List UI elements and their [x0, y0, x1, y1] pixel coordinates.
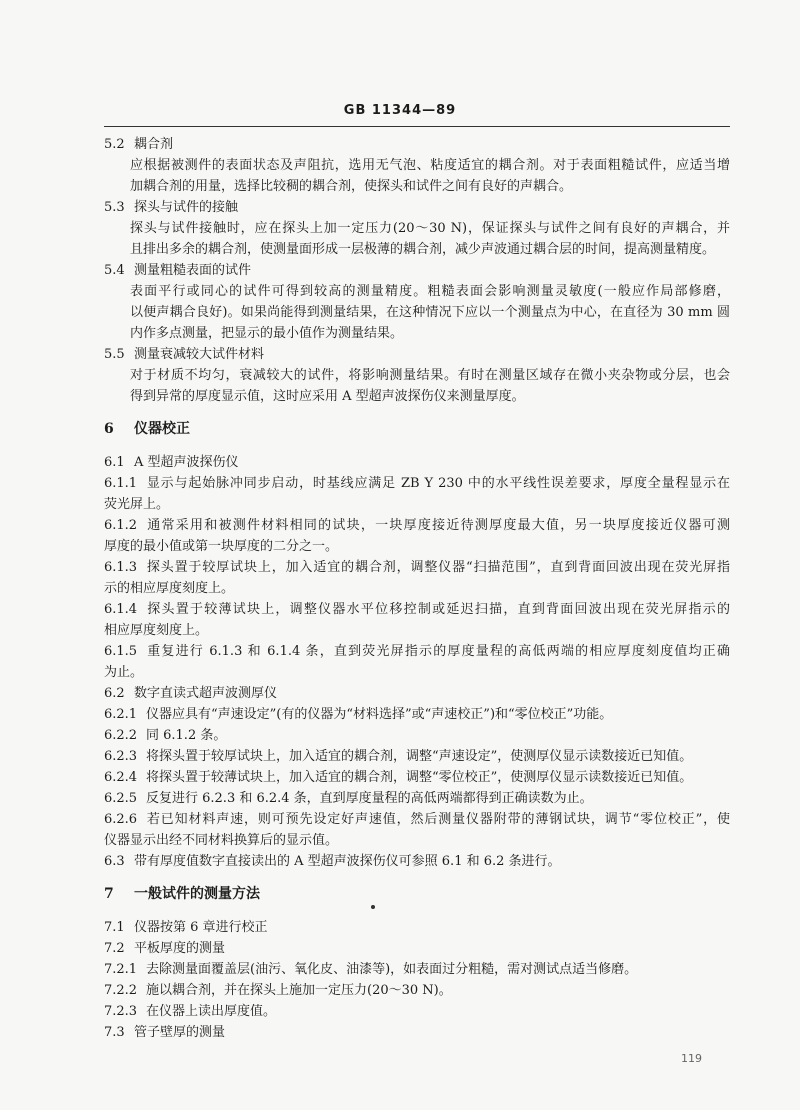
item-number: 6.2.6	[104, 812, 138, 827]
item-text: 重复进行 6.1.3 和 6.1.4 条，直到荧光屏指示的厚度量程的高低两端的相应厚度刻度值均正确	[146, 644, 730, 659]
list-item-continuation	[104, 830, 730, 851]
list-item-continuation	[104, 620, 730, 641]
item-text: 为止。	[104, 665, 144, 680]
chapter-6-heading: 6 仪器校正	[104, 421, 190, 437]
clause-title: 探头与试件的接触	[134, 200, 239, 215]
clause-title: 测量粗糙表面的试件	[134, 263, 252, 278]
item-number: 6.1.3	[104, 560, 138, 575]
item-text: 显示与起始脉冲同步启动，时基线应满足 ZB Y 230 中的水平线性误差要求，厚度全量程显示在	[146, 476, 730, 491]
paragraph-line: 表面平行或同心的试件可得到较高的测量精度。粗糙表面会影响测量灵敏度(一般应作局部修磨，	[130, 284, 730, 299]
item-text: 去除测量面覆盖层(油污、氧化皮、油漆等)，如表面过分粗糙，需对测试点适当修磨。	[146, 962, 638, 977]
standard-number: GB 11344—89	[343, 103, 457, 118]
clause-number: 5.2	[104, 137, 125, 152]
list-item	[104, 746, 730, 767]
list-item-continuation	[104, 536, 730, 557]
item-number: 6.2.4	[104, 770, 138, 785]
header-rule	[104, 126, 730, 127]
item-number: 7.2.3	[104, 1004, 138, 1019]
item-text: 若已知材料声速，则可预先设定好声速值，然后测量仪器附带的薄钢试块，调节“零位校正”，使	[146, 812, 730, 827]
item-text: 施以耦合剂，并在探头上施加一定压力(20～30 N)。	[146, 983, 452, 998]
paragraph-line: 以便声耦合良好)。如果尚能得到测量结果，在这种情况下应以一个测量点为中心，在直径为 30 mm 圆	[130, 305, 730, 320]
item-text: 探头置于较薄试块上，调整仪器水平位移控制或延迟扫描，直到背面回波出现在荧光屏指示的	[146, 602, 730, 617]
list-item-continuation	[104, 662, 730, 683]
paragraph-line: 内作多点测量，把显示的最小值作为测量结果。	[130, 326, 404, 341]
item-text: 相应厚度刻度上。	[104, 623, 209, 638]
list-item-continuation	[104, 578, 730, 599]
clause-6-1-heading: 6.1 A 型超声波探伤仪	[104, 455, 239, 470]
item-text: 将探头置于较厚试块上，加入适宜的耦合剂，调整“声速设定”，使测厚仪显示读数接近已知值。	[146, 749, 693, 764]
item-number: 6.2.5	[104, 791, 138, 806]
paragraph-line: 且排出多余的耦合剂，使测量面形成一层极薄的耦合剂，减少声波通过耦合层的时间，提高测量精度。	[130, 242, 716, 257]
item-number: 6.1.4	[104, 602, 138, 617]
item-text: 探头置于较厚试块上，加入适宜的耦合剂，调整仪器“扫描范围”，直到背面回波出现在荧光屏指	[146, 560, 730, 575]
item-number: 6.1.2	[104, 518, 138, 533]
item-number: 7.2.1	[104, 962, 138, 977]
clause-7-1: 7.1 仪器按第 6 章进行校正	[104, 920, 268, 935]
clause-heading	[104, 344, 730, 365]
clause-6-1-items	[104, 473, 730, 683]
list-item	[104, 599, 730, 620]
clause-title: 耦合剂	[134, 137, 174, 152]
item-text: 同 6.1.2 条。	[146, 728, 227, 743]
chapter-7-heading: 7 一般试件的测量方法	[104, 886, 260, 902]
list-item-continuation	[104, 494, 730, 515]
page-number: 119	[681, 1052, 702, 1065]
list-item	[104, 704, 730, 725]
list-item	[104, 809, 730, 830]
item-number: 6.1.1	[104, 476, 138, 491]
list-item	[104, 788, 730, 809]
item-text: 仪器应具有“声速设定”(有的仪器为“材料选择”或“声速校正”)和“零位校正”功能。	[146, 707, 613, 722]
document-body	[104, 134, 730, 1043]
item-number: 6.2.1	[104, 707, 138, 722]
clause-7-2-heading: 7.2 平板厚度的测量	[104, 941, 226, 956]
item-text: 在仪器上读出厚度值。	[146, 1004, 277, 1019]
clause-number: 5.3	[104, 200, 125, 215]
clause-number: 5.5	[104, 347, 125, 362]
list-item	[104, 473, 730, 494]
list-item	[104, 725, 730, 746]
list-item	[104, 1001, 730, 1022]
item-number: 6.2.3	[104, 749, 138, 764]
clause-heading	[104, 197, 730, 218]
clause-7-3-heading: 7.3 管子壁厚的测量	[104, 1025, 226, 1040]
clause-6-2-heading: 6.2 数字直读式超声波测厚仪	[104, 686, 278, 701]
paragraph-line: 加耦合剂的用量，选择比较稠的耦合剂，使探头和试件之间有良好的声耦合。	[130, 179, 573, 194]
list-item	[104, 515, 730, 536]
clause-heading	[104, 260, 730, 281]
item-text: 示的相应厚度刻度上。	[104, 581, 235, 596]
item-text: 反复进行 6.2.3 和 6.2.4 条，直到厚度量程的高低两端都得到正确读数为止。	[146, 791, 593, 806]
clause-number: 5.4	[104, 263, 125, 278]
item-number: 6.1.5	[104, 644, 138, 659]
clause-title: 测量衰减较大试件材料	[134, 347, 265, 362]
paragraph-line: 探头与试件接触时，应在探头上加一定压力(20～30 N)，保证探头与试件之间有良好的声耦合，并	[130, 221, 730, 236]
item-text: 将探头置于较薄试块上，加入适宜的耦合剂，调整“零位校正”，使测厚仪显示读数接近已知值。	[146, 770, 693, 785]
scan-dot	[371, 905, 375, 909]
item-text: 通常采用和被测件材料相同的试块，一块厚度接近待测厚度最大值，另一块厚度接近仪器可测	[146, 518, 730, 533]
list-item	[104, 641, 730, 662]
item-text: 仪器显示出经不同材料换算后的显示值。	[104, 833, 339, 848]
clause-6-2-items	[104, 704, 730, 851]
list-item	[104, 959, 730, 980]
list-item	[104, 557, 730, 578]
clause-heading	[104, 134, 730, 155]
item-number: 7.2.2	[104, 983, 138, 998]
paragraph-line: 得到异常的厚度显示值，这时应采用 A 型超声波探伤仪来测量厚度。	[130, 389, 525, 404]
section-5-clauses	[104, 134, 730, 407]
paragraph-line: 应根据被测件的表面状态及声阻抗，选用无气泡、粘度适宜的耦合剂。对于表面粗糙试件，应适当增	[130, 158, 730, 173]
clause-7-2-items	[104, 959, 730, 1022]
paragraph-line: 对于材质不均匀，衰减较大的试件，将影响测量结果。有时在测量区域存在微小夹杂物或分层，也会	[130, 368, 730, 383]
clause-6-3: 6.3 带有厚度值数字直接读出的 A 型超声波探伤仪可参照 6.1 和 6.2 条进行。	[104, 854, 561, 869]
list-item	[104, 980, 730, 1001]
item-number: 6.2.2	[104, 728, 138, 743]
list-item	[104, 767, 730, 788]
item-text: 厚度的最小值或第一块厚度的二分之一。	[104, 539, 339, 554]
item-text: 荧光屏上。	[104, 497, 170, 512]
